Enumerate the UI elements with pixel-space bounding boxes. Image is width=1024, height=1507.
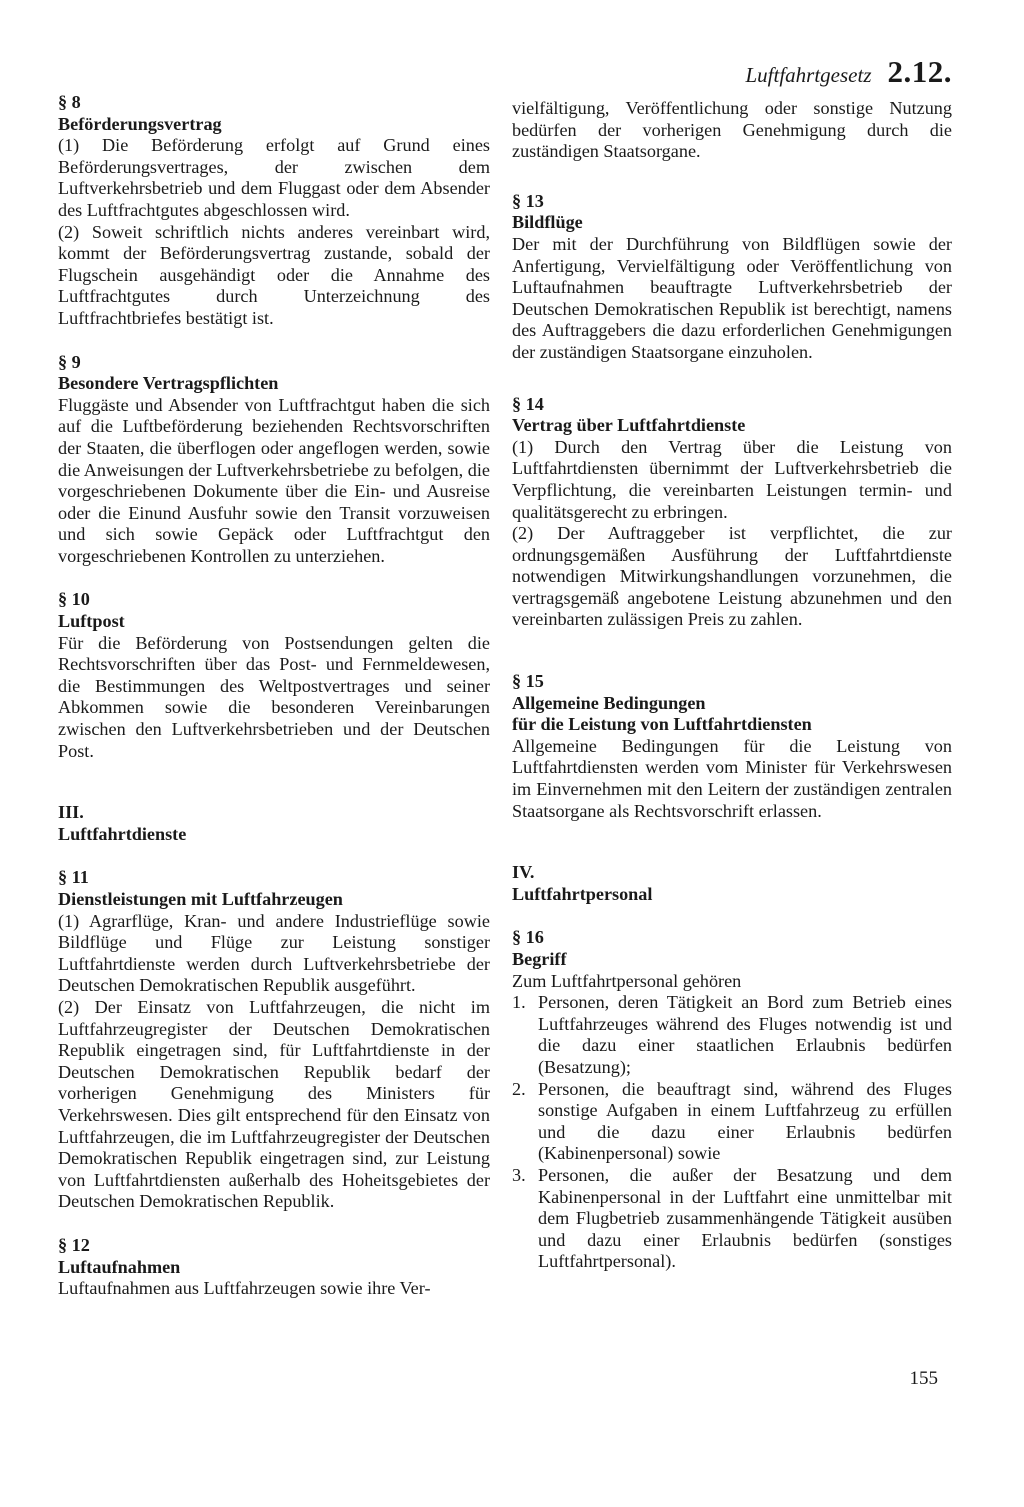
section-title: Besondere Vertragspflichten bbox=[58, 373, 279, 394]
paragraph: Für die Beförderung von Postsendungen gelten die Rechtsvorschriften über das Post- und Fernmeldewesen, die Bestimmungen des Weltpostvertrages und seiner Abkommen sowie die besonderen Vereinbarungen zwischen den Luftverkehrsbetrieben und der Deutschen Post. bbox=[58, 632, 490, 761]
paragraph: Luftaufnahmen aus Luftfahrzeugen sowie ihre Ver- bbox=[58, 1278, 431, 1299]
right-column bbox=[512, 98, 952, 1295]
list-item-number: 1. bbox=[512, 992, 526, 1013]
section-12-continued bbox=[512, 98, 952, 163]
running-title: Luftfahrtgesetz bbox=[745, 63, 872, 87]
section-14 bbox=[512, 394, 952, 632]
section-title: Vertrag über Luftfahrtdienste bbox=[512, 415, 746, 436]
paragraph: vielfältigung, Veröffentlichung oder sonstige Nutzung bedürfen der vorherigen Genehmigung durch die zuständigen Staatsorgane. bbox=[512, 98, 952, 162]
left-column bbox=[58, 92, 490, 1322]
list-item bbox=[512, 992, 952, 1078]
section-number: § 10 bbox=[58, 589, 90, 610]
list-item bbox=[512, 1165, 952, 1273]
definition-list bbox=[512, 992, 952, 1273]
section-title: Luftaufnahmen bbox=[58, 1256, 181, 1277]
paragraph: (2) Der Auftraggeber ist verpflichtet, die zur ordnungsgemäßen Ausführung der Luftfahrtdienste notwendigen Mitwirkungshandlungen vorzunehmen, die vertragsgemäß angebotene Leistung abzunehmen und den vereinbarten zulässigen Preis zu zahlen. bbox=[512, 523, 952, 630]
section-number: § 13 bbox=[512, 190, 544, 211]
list-item-text: Personen, die außer der Besatzung und dem Kabinenpersonal in der Luftfahrt eine unmittelbar mit dem Flugbetrieb zusammenhängende Tätigkeit ausüben und dazu einer Erlaubnis bedürfen (sonstiges Luftfahrtpersonal). bbox=[538, 1164, 952, 1272]
paragraph: (2) Der Einsatz von Luftfahrzeugen, die nicht im Luftfahrzeugregister der Deutschen Demokratischen Republik eingetragen sind, für Luftfahrtdienste in der Deutschen Demokratischen Republik bedarf der vorherigen Genehmigung des Ministers für Verkehrswesen. Dies gilt entsprechend für den Einsatz von Luftfahrzeugen, die im Luftfahrzeugregister der Deutschen Demokratischen Republik eingetragen sind, zur Leistung von Luftfahrtdiensten außerhalb des Hoheitsgebietes der Deutschen Demokratischen Republik. bbox=[58, 996, 490, 1212]
chapter-num: IV. bbox=[512, 862, 535, 883]
section-8 bbox=[58, 92, 490, 330]
chapter-num: III. bbox=[58, 802, 84, 823]
list-item-number: 3. bbox=[512, 1164, 526, 1185]
section-title: Dienstleistungen mit Luftfahrzeugen bbox=[58, 889, 343, 909]
section-15 bbox=[512, 671, 952, 822]
paragraph: (1) Die Beförderung erfolgt auf Grund eines Beförderungsvertrages, der zwischen dem Luftverkehrsbetrieb und dem Fluggast oder dem Absender des Luftfrachtgutes abgeschlossen wird. bbox=[58, 135, 490, 220]
chapter-title: Luftfahrtdienste bbox=[58, 823, 187, 844]
section-number: § 11 bbox=[58, 867, 89, 888]
paragraph: Allgemeine Bedingungen für die Leistung von Luftfahrtdiensten werden vom Minister für Verkehrswesen im Einvernehmen mit den Leitern der zuständigen zentralen Staatsorgane als Rechtsvorschrift erlassen. bbox=[512, 735, 952, 821]
paragraph: (1) Durch den Vertrag über die Leistung von Luftfahrtdiensten übernimmt der Luftverkehrsbetrieb die Verpflichtung, die vereinbarten Leistungen termin- und qualitätsgerecht zu erbringen. bbox=[512, 436, 952, 522]
section-number: § 15 bbox=[512, 671, 544, 692]
chapter-4-heading bbox=[512, 862, 952, 905]
chapter-3-heading bbox=[58, 802, 490, 845]
paragraph: (2) Soweit schriftlich nichts anderes vereinbart wird, kommt der Beförderungsvertrag zustande, sobald der Flugschein ausgehändigt oder die Annahme des Luftfrachtgutes durch Unterzeichnung des Luftfrachtbriefes bestätigt ist. bbox=[58, 221, 490, 328]
list-item-text: Personen, deren Tätigkeit an Bord zum Betrieb eines Luftfahrzeuges während des Fluges notwendig ist und die dazu einer staatlichen Erlaubnis bedürfen (Besatzung); bbox=[538, 992, 952, 1077]
list-item-text: Personen, die beauftragt sind, während des Fluges sonstige Aufgaben in einem Luftfahrzeug zu erfüllen und die dazu einer Erlaubnis bedürfen (Kabinenpersonal) sowie bbox=[538, 1078, 952, 1164]
section-13 bbox=[512, 191, 952, 364]
running-head bbox=[745, 54, 952, 90]
section-title: Luftpost bbox=[58, 611, 125, 632]
section-9 bbox=[58, 352, 490, 568]
paragraph: Fluggäste und Absender von Luftfrachtgut haben die sich auf die Luftbeförderung beziehenden Rechtsvorschriften der Staaten, die überflogen oder angeflogen werden, sowie die Anweisungen der Luftverkehrsbetriebe zu befolgen, die vorgeschriebenen Dokumente über die Ein- und Ausreise oder die Einund Ausfuhr sowie den Transit vorzuweisen und sich sowie Gepäck oder Luftfrachtgut den vorgeschriebenen Kontrollen zu unterziehen. bbox=[58, 394, 490, 566]
paragraph: (1) Agrarflüge, Kran- und andere Industrieflüge sowie Bildflüge und Flüge zur Leistung sonstiger Luftfahrtdienste werden durch Luftverkehrsbetriebe der Deutschen Demokratischen Republik ausgeführt. bbox=[58, 910, 490, 996]
section-12 bbox=[58, 1235, 490, 1300]
chapter-number: 2.12. bbox=[887, 54, 952, 89]
section-16 bbox=[512, 927, 952, 1273]
chapter-title: Luftfahrtpersonal bbox=[512, 883, 653, 904]
list-item-number: 2. bbox=[512, 1078, 526, 1099]
section-10 bbox=[58, 589, 490, 762]
section-title: Beförderungsvertrag bbox=[58, 113, 222, 134]
section-number: § 16 bbox=[512, 927, 544, 948]
section-title: Bildflüge bbox=[512, 212, 583, 233]
page-number: 155 bbox=[909, 1368, 938, 1389]
section-title: Begriff bbox=[512, 949, 567, 969]
list-item bbox=[512, 1079, 952, 1165]
section-number: § 8 bbox=[58, 92, 81, 112]
paragraph: Zum Luftfahrtpersonal gehören bbox=[512, 970, 742, 991]
section-number: § 12 bbox=[58, 1234, 90, 1255]
section-title: Allgemeine Bedingungen bbox=[512, 692, 706, 713]
section-number: § 14 bbox=[512, 393, 544, 414]
section-11 bbox=[58, 867, 490, 1213]
section-number: § 9 bbox=[58, 351, 81, 372]
section-title: für die Leistung von Luftfahrtdiensten bbox=[512, 714, 812, 735]
paragraph: Der mit der Durchführung von Bildflügen sowie der Anfertigung, Vervielfältigung oder Veröffentlichung von Luftaufnahmen beauftragte Luftverkehrsbetrieb der Deutschen Demokratischen Republik ist berechtigt, namens des Auftraggebers die dazu erforderlichen Genehmigungen der zuständigen Staatsorgane einzuholen. bbox=[512, 233, 952, 362]
